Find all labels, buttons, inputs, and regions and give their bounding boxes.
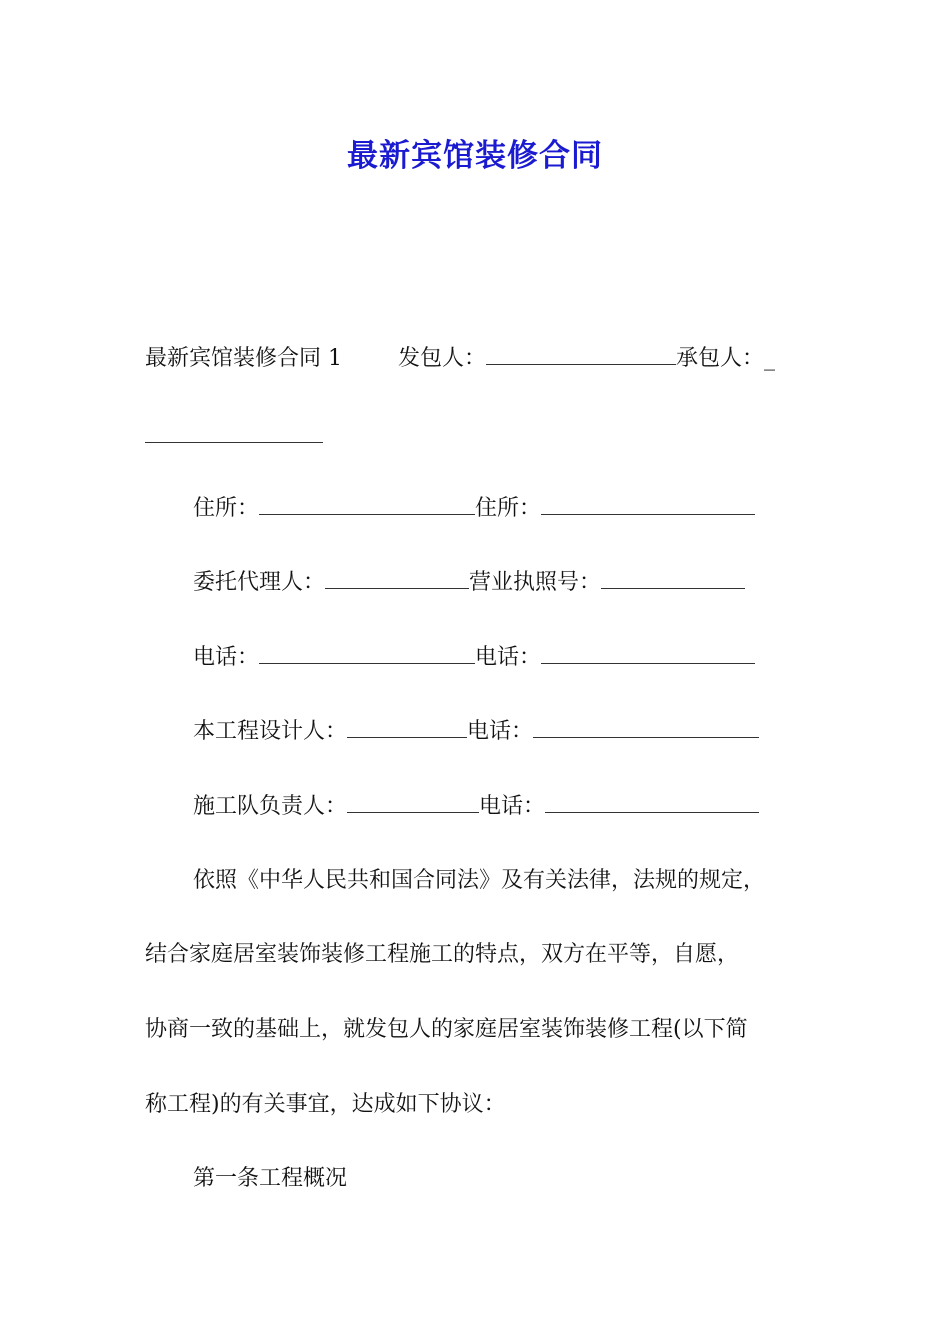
party-b-blank <box>145 423 323 443</box>
phone-a-blank <box>259 644 475 664</box>
team-leader-label: 施工队负责人： <box>193 794 348 819</box>
phone-a-label: 电话： <box>193 645 260 670</box>
address-a-label: 住所： <box>193 496 260 521</box>
phone-b-blank <box>541 644 755 664</box>
phone-b-label: 电话： <box>475 645 542 670</box>
paragraph-line-4: 称工程)的有关事宜，达成如下协议： <box>145 1092 506 1117</box>
heading-line <box>145 344 775 374</box>
paragraph-line-2: 结合家庭居室装饰装修工程施工的特点，双方在平等，自愿， <box>145 942 740 967</box>
team-leader-line <box>193 792 759 822</box>
designer-blank <box>347 718 467 738</box>
party-b-label: 承包人：_ <box>676 346 776 371</box>
paragraph-line-1: 依照《中华人民共和国合同法》及有关法律，法规的规定， <box>193 868 766 893</box>
party-a-label: 发包人： <box>398 346 487 371</box>
team-phone-label: 电话： <box>479 794 546 819</box>
party-a-blank <box>486 345 676 365</box>
address-a-blank <box>259 495 475 515</box>
designer-phone-label: 电话： <box>467 719 534 744</box>
team-leader-blank <box>347 793 479 813</box>
designer-label: 本工程设计人： <box>193 719 348 744</box>
agent-line <box>193 568 745 598</box>
designer-phone-blank <box>533 718 759 738</box>
license-label: 营业执照号： <box>469 570 602 595</box>
agent-label: 委托代理人： <box>193 570 326 595</box>
address-b-label: 住所： <box>475 496 542 521</box>
phone-line <box>193 643 755 673</box>
article-1-heading: 第一条工程概况 <box>193 1166 348 1191</box>
paragraph-line-3: 协商一致的基础上，就发包人的家庭居室装饰装修工程(以下简 <box>145 1017 748 1042</box>
agent-blank <box>325 569 469 589</box>
team-phone-blank <box>545 793 759 813</box>
document-title: 最新宾馆装修合同 <box>347 138 603 174</box>
license-blank <box>601 569 745 589</box>
designer-line <box>193 717 759 747</box>
doc-reference: 最新宾馆装修合同 1 <box>145 346 342 371</box>
party-b-blank-line <box>145 422 323 452</box>
address-line <box>193 494 755 524</box>
address-b-blank <box>541 495 755 515</box>
